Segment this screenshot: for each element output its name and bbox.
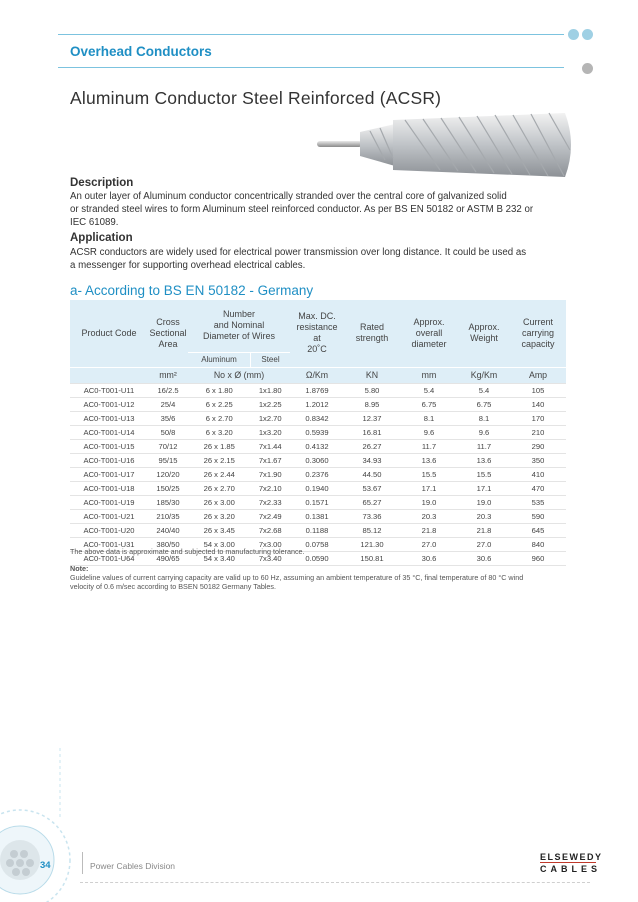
table-cell: 0.1381 bbox=[290, 509, 344, 523]
table-cell: 12.37 bbox=[344, 411, 400, 425]
table-row bbox=[70, 397, 566, 411]
table-cell: 54 x 3.00 bbox=[188, 537, 250, 551]
table-cell: 13.6 bbox=[458, 453, 510, 467]
table-cell: 535 bbox=[510, 495, 566, 509]
company-logo-bottom: CABLES bbox=[540, 864, 602, 874]
col-header-resistance: Max. DC. resistance at 20˚C bbox=[290, 300, 344, 367]
table-cell: 210 bbox=[510, 425, 566, 439]
table-cell: 21.8 bbox=[400, 523, 458, 537]
application-line: ACSR conductors are widely used for electrical power transmission over long distance. It could be used as bbox=[70, 247, 527, 258]
footer-divider bbox=[82, 852, 83, 874]
table-row bbox=[70, 509, 566, 523]
table-cell: 960 bbox=[510, 551, 566, 565]
table-cell: 7x1.67 bbox=[250, 453, 290, 467]
table-cell: 26 x 2.15 bbox=[188, 453, 250, 467]
table-cell: 120/20 bbox=[148, 467, 188, 481]
table-cell: AC0-T001-U12 bbox=[70, 397, 148, 411]
table-cell: 27.0 bbox=[458, 537, 510, 551]
table-cell: 350 bbox=[510, 453, 566, 467]
table-cell: 0.0758 bbox=[290, 537, 344, 551]
table-row bbox=[70, 383, 566, 397]
table-cell: AC0-T001-U15 bbox=[70, 439, 148, 453]
table-cell: 0.5939 bbox=[290, 425, 344, 439]
steel-core bbox=[317, 141, 362, 147]
col-header-product-code: Product Code bbox=[70, 300, 148, 367]
table-cell: 490/65 bbox=[148, 551, 188, 565]
table-cell: 20.3 bbox=[400, 509, 458, 523]
table-row bbox=[70, 495, 566, 509]
header-rule bbox=[58, 34, 564, 35]
table-cell: 50/8 bbox=[148, 425, 188, 439]
table-cell: 54 x 3.40 bbox=[188, 551, 250, 565]
disclaimer: The above data is approximate and subjected to manufacturing tolerance. bbox=[70, 547, 305, 556]
decor-dot bbox=[568, 29, 579, 40]
table-row bbox=[70, 523, 566, 537]
table-cell: 9.6 bbox=[400, 425, 458, 439]
table-cell: 30.6 bbox=[400, 551, 458, 565]
table-cell: 73.36 bbox=[344, 509, 400, 523]
table-cell: 8.95 bbox=[344, 397, 400, 411]
standard-heading: a- According to BS EN 50182 - Germany bbox=[70, 283, 314, 298]
table-cell: 11.7 bbox=[458, 439, 510, 453]
description-line: IEC 61089. bbox=[70, 217, 119, 228]
table-body bbox=[70, 383, 566, 565]
table-cell: AC0-T001-U20 bbox=[70, 523, 148, 537]
table-cell: 0.8342 bbox=[290, 411, 344, 425]
company-logo-top: ELSEWEDY bbox=[540, 852, 603, 862]
table-cell: 26 x 2.44 bbox=[188, 467, 250, 481]
table-cell: 16.81 bbox=[344, 425, 400, 439]
table-cell: 5.80 bbox=[344, 383, 400, 397]
table-cell: 1x1.80 bbox=[250, 383, 290, 397]
table-cell: 6 x 1.80 bbox=[188, 383, 250, 397]
table-cell: 16/2.5 bbox=[148, 383, 188, 397]
table-cell: 1.8769 bbox=[290, 383, 344, 397]
decor-dot bbox=[582, 29, 593, 40]
table-cell: 0.1188 bbox=[290, 523, 344, 537]
table-cell: 470 bbox=[510, 481, 566, 495]
description-line: An outer layer of Aluminum conductor concentrically stranded over the central core of galvanized solid bbox=[70, 191, 507, 202]
table-cell: 9.6 bbox=[458, 425, 510, 439]
application-heading: Application bbox=[70, 232, 133, 244]
table-cell: 19.0 bbox=[458, 495, 510, 509]
note-label: Note: bbox=[70, 564, 89, 573]
table-cell: 0.1571 bbox=[290, 495, 344, 509]
section-title: Overhead Conductors bbox=[70, 44, 212, 59]
table-cell: AC0-T001-U21 bbox=[70, 509, 148, 523]
footer-division: Power Cables Division bbox=[90, 861, 176, 871]
col-header-weight: Approx. Weight bbox=[458, 300, 510, 367]
table-cell: AC0-T001-U31 bbox=[70, 537, 148, 551]
table-cell: 70/12 bbox=[148, 439, 188, 453]
col-header-aluminum: Aluminum bbox=[188, 352, 250, 367]
outer-strands bbox=[393, 113, 571, 177]
table-cell: 95/15 bbox=[148, 453, 188, 467]
section-rule bbox=[58, 67, 564, 68]
table-cell: 30.6 bbox=[458, 551, 510, 565]
table-cell: AC0-T001-U19 bbox=[70, 495, 148, 509]
table-cell: 8.1 bbox=[458, 411, 510, 425]
table-row bbox=[70, 467, 566, 481]
table-cell: AC0-T001-U64 bbox=[70, 551, 148, 565]
table-cell: 17.1 bbox=[400, 481, 458, 495]
table-cell: 840 bbox=[510, 537, 566, 551]
table-cell: 7x1.90 bbox=[250, 467, 290, 481]
table-cell: 0.2376 bbox=[290, 467, 344, 481]
table-cell: 150.81 bbox=[344, 551, 400, 565]
col-header-steel: Steel bbox=[250, 352, 290, 367]
table-cell: 6 x 2.25 bbox=[188, 397, 250, 411]
table-cell: 44.50 bbox=[344, 467, 400, 481]
col-header-wires: Number and Nominal Diameter of Wires bbox=[188, 300, 290, 352]
table-cell: 7x2.49 bbox=[250, 509, 290, 523]
table-cell: 0.4132 bbox=[290, 439, 344, 453]
description-line: or stranded steel wires to form Aluminum steel reinforced conductor. As per BS EN 50182 or ASTM B 232 or bbox=[70, 204, 534, 215]
table-cell: 170 bbox=[510, 411, 566, 425]
table-cell: AC0-T001-U17 bbox=[70, 467, 148, 481]
table-cell: 25/4 bbox=[148, 397, 188, 411]
col-header-rated-strength: Rated strength bbox=[344, 300, 400, 367]
decor-dot bbox=[582, 63, 593, 74]
table-cell: 6.75 bbox=[458, 397, 510, 411]
table-cell: 1x3.20 bbox=[250, 425, 290, 439]
table-cell: 6 x 3.20 bbox=[188, 425, 250, 439]
table-cell: 35/6 bbox=[148, 411, 188, 425]
table-cell: 0.3060 bbox=[290, 453, 344, 467]
table-cell: AC0-T001-U18 bbox=[70, 481, 148, 495]
table-cell: 121.30 bbox=[344, 537, 400, 551]
table-cell: 21.8 bbox=[458, 523, 510, 537]
table-cell: 11.7 bbox=[400, 439, 458, 453]
table-cell: 53.67 bbox=[344, 481, 400, 495]
description-heading: Description bbox=[70, 177, 134, 189]
table-cell: 7x2.10 bbox=[250, 481, 290, 495]
col-header-diameter: Approx. overall diameter bbox=[400, 300, 458, 367]
page-number: 34 bbox=[40, 860, 51, 871]
table-cell: 240/40 bbox=[148, 523, 188, 537]
application-text bbox=[70, 246, 570, 272]
table-cell: 20.3 bbox=[458, 509, 510, 523]
table-cell: 1x2.70 bbox=[250, 411, 290, 425]
table-cell: 8.1 bbox=[400, 411, 458, 425]
table-cell: 140 bbox=[510, 397, 566, 411]
table-cell: 380/50 bbox=[148, 537, 188, 551]
table-cell: 6 x 2.70 bbox=[188, 411, 250, 425]
acsr-conductor-image bbox=[315, 110, 580, 180]
table-cell: 85.12 bbox=[344, 523, 400, 537]
table-row bbox=[70, 453, 566, 467]
table-cell: AC0-T001-U14 bbox=[70, 425, 148, 439]
table-cell: 1x2.25 bbox=[250, 397, 290, 411]
table-cell: 26 x 2.70 bbox=[188, 481, 250, 495]
table-cell: 65.27 bbox=[344, 495, 400, 509]
table-row bbox=[70, 439, 566, 453]
table-cell: 590 bbox=[510, 509, 566, 523]
table-cell: 7x3.00 bbox=[250, 537, 290, 551]
table-row bbox=[70, 411, 566, 425]
table-cell: 185/30 bbox=[148, 495, 188, 509]
col-header-current: Current carrying capacity bbox=[510, 300, 566, 367]
table-cell: AC0-T001-U11 bbox=[70, 383, 148, 397]
table-cell: 7x3.40 bbox=[250, 551, 290, 565]
table-cell: 26.27 bbox=[344, 439, 400, 453]
table-cell: 6.75 bbox=[400, 397, 458, 411]
table-row bbox=[70, 481, 566, 495]
footer-decor-graphic bbox=[0, 748, 90, 902]
table-cell: AC0-T001-U16 bbox=[70, 453, 148, 467]
table-cell: 210/35 bbox=[148, 509, 188, 523]
table-cell: 1.2012 bbox=[290, 397, 344, 411]
table-cell: 19.0 bbox=[400, 495, 458, 509]
table-cell: 13.6 bbox=[400, 453, 458, 467]
acsr-spec-table bbox=[70, 300, 566, 566]
table-cell: 645 bbox=[510, 523, 566, 537]
description-text bbox=[70, 190, 570, 229]
table-cell: 26 x 3.20 bbox=[188, 509, 250, 523]
table-cell: 17.1 bbox=[458, 481, 510, 495]
table-cell: 26 x 3.00 bbox=[188, 495, 250, 509]
table-cell: 0.0590 bbox=[290, 551, 344, 565]
company-logo-rule bbox=[540, 862, 596, 863]
table-cell: 290 bbox=[510, 439, 566, 453]
application-line: a messenger for supporting overhead electrical cables. bbox=[70, 260, 306, 271]
table-cell: 27.0 bbox=[400, 537, 458, 551]
table-cell: 26 x 3.45 bbox=[188, 523, 250, 537]
page-title: Aluminum Conductor Steel Reinforced (ACSR) bbox=[70, 88, 442, 108]
table-cell: 7x2.68 bbox=[250, 523, 290, 537]
table-cell: 5.4 bbox=[400, 383, 458, 397]
table-cell: 410 bbox=[510, 467, 566, 481]
units-row: mm² No x Ø (mm) Ω/Km KN mm Kg/Km Amp bbox=[70, 367, 566, 383]
table-cell: 34.93 bbox=[344, 453, 400, 467]
table-cell: 0.1940 bbox=[290, 481, 344, 495]
table-row bbox=[70, 425, 566, 439]
table-cell: 26 x 1.85 bbox=[188, 439, 250, 453]
table-cell: 105 bbox=[510, 383, 566, 397]
table-cell: 7x2.33 bbox=[250, 495, 290, 509]
table-cell: 150/25 bbox=[148, 481, 188, 495]
table-cell: 5.4 bbox=[458, 383, 510, 397]
note-text: Guideline values of current carrying capacity are valid up to 60 Hz, assuming an ambient temperature of 35 °C, final temperature of 80 °C wind velocity of 0.6 m/sec according to BSEN 50182 Germany Tables. bbox=[70, 573, 524, 591]
table-cell: 15.5 bbox=[458, 467, 510, 481]
table-cell: AC0-T001-U13 bbox=[70, 411, 148, 425]
col-header-cross-section: Cross Sectional Area bbox=[148, 300, 188, 367]
table-cell: 7x1.44 bbox=[250, 439, 290, 453]
footer-rule bbox=[80, 882, 590, 884]
table-cell: 15.5 bbox=[400, 467, 458, 481]
